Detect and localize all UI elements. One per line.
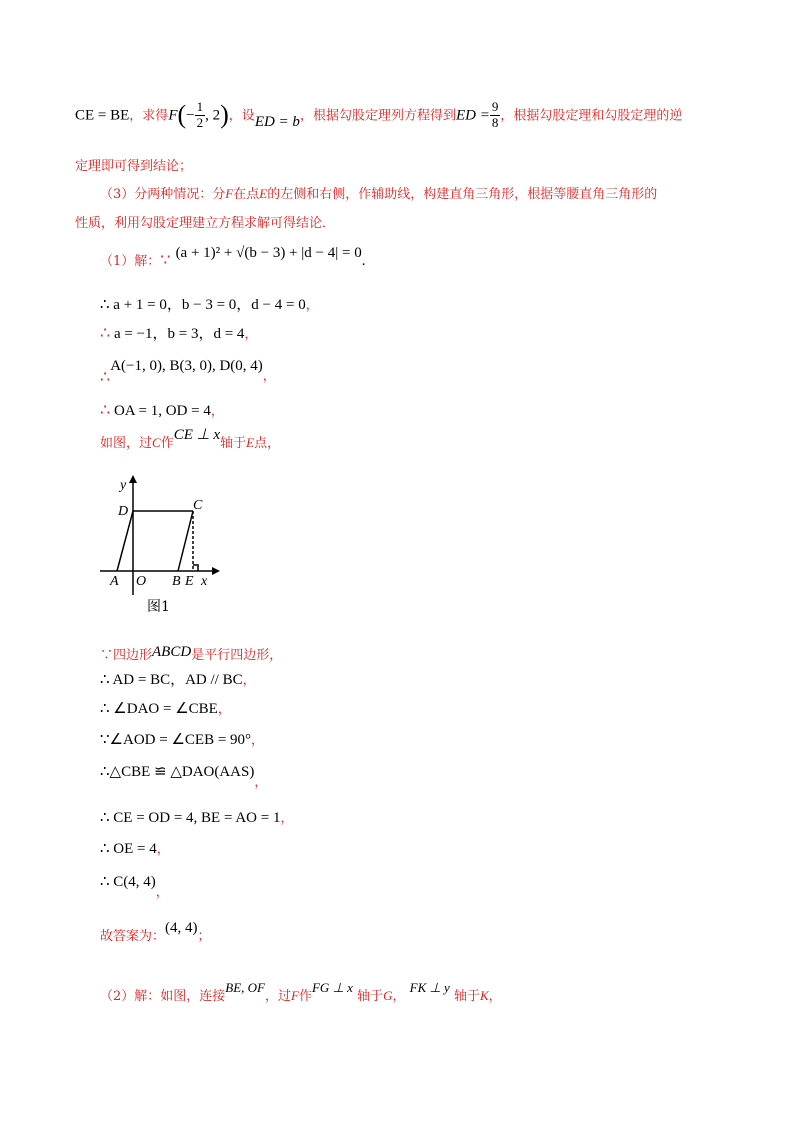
step-zero-values: ∴ a + 1 = 0，b − 3 = 0，d − 4 = 0， xyxy=(100,297,319,313)
proof-step-7: ∴ C(4, 4)， xyxy=(100,874,169,899)
step-points: ∴A(−1, 0), B(3, 0), D(0, 4)， xyxy=(100,358,276,386)
math-f: F xyxy=(168,107,178,124)
x-axis-arrow xyxy=(212,567,220,575)
label-y: y xyxy=(120,478,127,493)
math-minus: − xyxy=(186,107,195,124)
step-solved-values: ∴ a = −1，b = 3，d = 4， xyxy=(100,325,258,342)
answer-line: 故答案为：(4, 4)； xyxy=(100,920,211,944)
analysis-line-2: 定理即可得到结论； xyxy=(75,159,193,174)
equation-sum-zero: (a + 1)² + √(b − 3) + |d − 4| = 0 xyxy=(175,245,362,261)
figure-caption: 图1 xyxy=(147,599,170,615)
fraction-nine-eighths: $\frac{9}{8}$ xyxy=(491,99,499,130)
step-lengths: ∴ OA = 1, OD = 4， xyxy=(100,402,224,419)
y-axis-arrow xyxy=(129,475,137,483)
proof-step-5: ∴ CE = OD = 4, BE = AO = 1， xyxy=(100,810,294,826)
paren-open: ( xyxy=(177,100,187,129)
math-comma-2: , 2 xyxy=(205,107,221,124)
proof-parallelogram: ∵四边形ABCD是平行四边形， xyxy=(100,644,283,663)
label-o: O xyxy=(136,574,147,589)
proof-step-2: ∴ ∠DAO = ∠CBE， xyxy=(100,701,231,717)
analysis-line-3: （3）分两种情况：分F在点E的左侧和右侧，作辅助线，构建直角三角形，根据等腰直角三角形的 xyxy=(100,186,658,202)
label-b: B xyxy=(172,574,181,589)
label-e: E xyxy=(185,574,194,589)
proof-step-4: ∴△CBE ≌ △DAO(AAS)， xyxy=(100,764,268,789)
fraction-half: $\frac{1}{2}$ xyxy=(196,99,204,130)
segment-bc xyxy=(178,511,193,571)
proof-step-3: ∵∠AOD = ∠CEB = 90°， xyxy=(100,732,265,748)
label-d: D xyxy=(118,504,129,519)
label-x: x xyxy=(201,574,208,589)
proof-step-6: ∴ OE = 4， xyxy=(100,841,170,857)
math-ed-eq: ED = xyxy=(455,107,490,124)
figure-1 xyxy=(100,475,230,615)
solution-2-start: （2）解：如图，连接BE, OF，过F作FG ⊥ x 轴于G， FK ⊥ y 轴于K， xyxy=(100,980,502,1004)
text-pythagoras-converse: ，根据勾股定理和勾股定理的逆 xyxy=(500,108,683,124)
text-pythagoras: ，根据勾股定理列方程得到 xyxy=(299,108,456,124)
proof-step-1: ∴ AD = BC，AD // BC， xyxy=(100,672,256,688)
math-ce-eq-be: CE = BE xyxy=(75,107,130,124)
label-a: A xyxy=(110,574,119,589)
paren-close: ) xyxy=(220,100,229,129)
analysis-line-1 xyxy=(75,100,682,130)
math-ed-eq-b: ED = b xyxy=(254,113,300,130)
solution-1-start: （1）解：∵ (a + 1)² + √(b − 3) + |d − 4| = 0. xyxy=(100,245,366,269)
text-she: ，设 xyxy=(228,108,255,124)
text-qiude: ，求得 xyxy=(129,108,169,124)
analysis-line-4: 性质，利用勾股定理建立方程求解可得结论． xyxy=(75,216,336,231)
label-c: C xyxy=(193,498,203,513)
segment-ad xyxy=(117,511,133,571)
construction-line: 如图，过C作CE ⊥ x轴于E点， xyxy=(100,427,281,451)
